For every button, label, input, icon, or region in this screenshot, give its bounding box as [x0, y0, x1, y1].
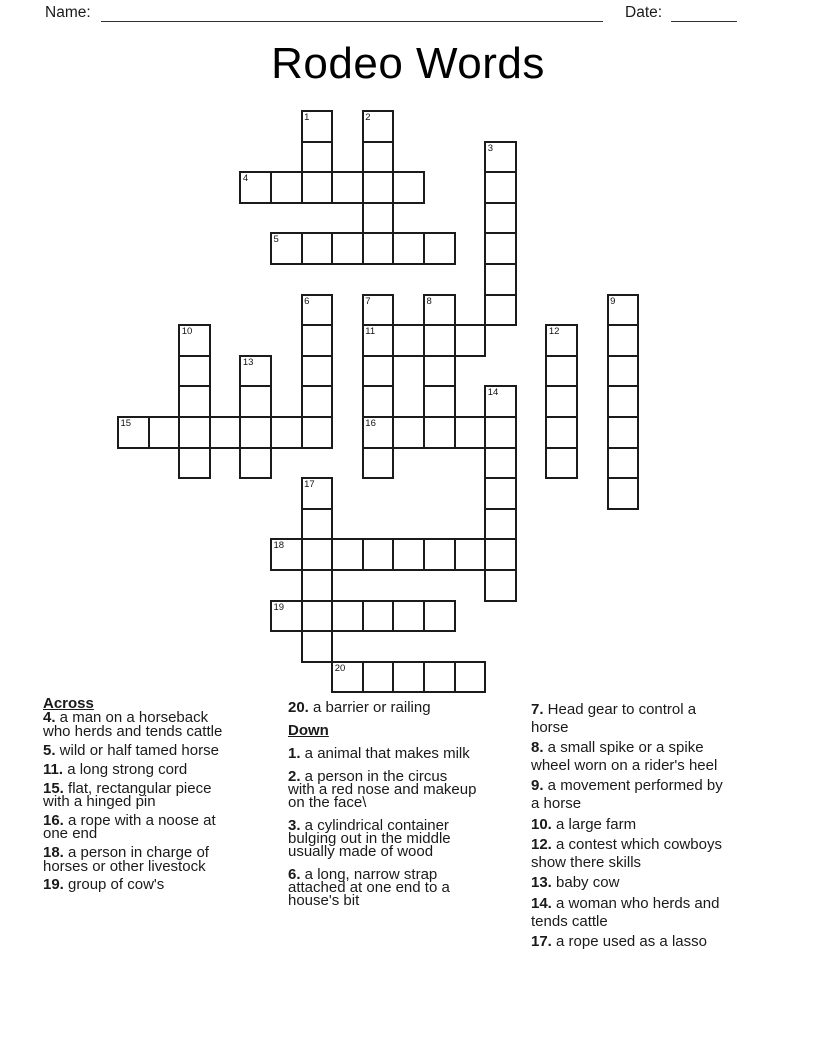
grid-cell-1-8[interactable]	[362, 141, 395, 174]
cell-number-7: 7	[365, 295, 371, 307]
cell-number-9: 9	[610, 295, 616, 307]
clue-5: 5. wild or half tamed horse	[43, 741, 219, 759]
grid-cell-14-9[interactable]	[392, 538, 425, 571]
grid-cell-9-16[interactable]	[607, 385, 640, 418]
grid-cell-18-10[interactable]	[423, 661, 456, 694]
grid-cell-11-14[interactable]	[545, 447, 578, 480]
clue-number-9: 9.	[531, 777, 544, 795]
grid-cell-16-10[interactable]	[423, 600, 456, 633]
clue-14: 14. a woman who herds and tends cattle	[531, 894, 720, 930]
clue-1: 1. a animal that makes milk	[288, 745, 470, 762]
clue-6: 6. a long, narrow strap attached at one end to a house's bit	[288, 866, 450, 909]
grid-cell-12-16[interactable]	[607, 477, 640, 510]
grid-cell-1-6[interactable]	[301, 141, 334, 174]
clue-number-19: 19.	[43, 876, 64, 894]
clue-number-14: 14.	[531, 894, 552, 912]
cell-number-1: 1	[304, 112, 310, 123]
grid-cell-4-6[interactable]	[301, 232, 334, 265]
clue-number-6: 6.	[288, 866, 301, 883]
grid-cell-9-4[interactable]	[239, 385, 272, 418]
clue-4: 4. a man on a horseback who herds and tends cattle	[43, 709, 223, 740]
grid-cell-13-6[interactable]	[301, 508, 334, 541]
clues-section-header-down: Down	[288, 722, 329, 739]
cell-number-13: 13	[242, 356, 254, 368]
clue-2: 2. a person in the circus with a red nose and makeup on the face\	[288, 768, 477, 811]
clue-15: 15. flat, rectangular piece with a hinged pin	[43, 779, 212, 810]
clue-number-5: 5.	[43, 741, 56, 759]
grid-cell-7-2[interactable]	[178, 324, 211, 357]
grid-cell-15-12[interactable]	[484, 569, 517, 602]
grid-cell-10-3[interactable]	[209, 416, 242, 449]
clue-number-16: 16.	[43, 811, 64, 829]
clue-19: 19. group of cow's	[43, 876, 165, 894]
grid-cell-8-14[interactable]	[545, 355, 578, 388]
grid-cell-6-12[interactable]	[484, 294, 517, 327]
grid-cell-7-16[interactable]	[607, 324, 640, 357]
clue-11: 11. a long strong cord	[43, 760, 188, 778]
grid-cell-10-1[interactable]	[148, 416, 181, 449]
cell-number-12: 12	[548, 326, 560, 338]
cell-number-8: 8	[426, 295, 432, 307]
grid-cell-14-10[interactable]	[423, 538, 456, 571]
cell-number-15: 15	[120, 418, 132, 429]
clue-number-3: 3.	[288, 817, 301, 834]
grid-cell-18-9[interactable]	[392, 661, 425, 694]
clue-number-13: 13.	[531, 874, 552, 892]
grid-cell-9-6[interactable]	[301, 385, 334, 418]
grid-cell-18-11[interactable]	[454, 661, 487, 694]
grid-cell-2-5[interactable]	[270, 171, 303, 204]
grid-cell-3-12[interactable]	[484, 202, 517, 235]
grid-cell-10-2[interactable]	[178, 416, 211, 449]
grid-cell-8-16[interactable]	[607, 355, 640, 388]
cell-number-20: 20	[334, 662, 346, 674]
grid-cell-9-10[interactable]	[423, 385, 456, 418]
clue-7: 7. Head gear to control a horse	[531, 701, 697, 736]
grid-cell-9-14[interactable]	[545, 385, 578, 418]
clue-number-8: 8.	[531, 739, 544, 757]
grid-cell-10-10[interactable]	[423, 416, 456, 449]
clue-number-20: 20.	[288, 699, 309, 716]
grid-cell-3-8[interactable]	[362, 202, 395, 235]
grid-cell-15-6[interactable]	[301, 569, 334, 602]
clue-8: 8. a small spike or a spike wheel worn on a rider's heel	[531, 739, 718, 774]
cell-number-18: 18	[273, 540, 285, 552]
grid-cell-4-5[interactable]	[270, 232, 303, 265]
clue-number-1: 1.	[288, 745, 301, 762]
date-input-line[interactable]	[671, 4, 737, 22]
cell-number-3: 3	[487, 142, 493, 154]
grid-cell-16-8[interactable]	[362, 600, 395, 633]
grid-cell-17-6[interactable]	[301, 630, 334, 663]
grid-cell-11-16[interactable]	[607, 447, 640, 480]
grid-cell-11-4[interactable]	[239, 447, 272, 480]
grid-cell-2-12[interactable]	[484, 171, 517, 204]
clue-3: 3. a cylindrical container bulging out in the middle usually made of wood	[288, 817, 451, 860]
grid-cell-6-6[interactable]	[301, 294, 334, 327]
grid-cell-16-7[interactable]	[331, 600, 364, 633]
grid-cell-11-8[interactable]	[362, 447, 395, 480]
grid-cell-10-0[interactable]	[117, 416, 150, 449]
clue-number-15: 15.	[43, 779, 64, 797]
date-label: Date:	[625, 4, 663, 21]
cell-number-2: 2	[365, 112, 371, 123]
grid-cell-9-2[interactable]	[178, 385, 211, 418]
grid-cell-18-8[interactable]	[362, 661, 395, 694]
grid-cell-8-2[interactable]	[178, 355, 211, 388]
cell-number-6: 6	[304, 295, 310, 307]
grid-cell-16-9[interactable]	[392, 600, 425, 633]
grid-cell-4-10[interactable]	[423, 232, 456, 265]
grid-cell-14-11[interactable]	[454, 538, 487, 571]
grid-cell-6-10[interactable]	[423, 294, 456, 327]
clue-number-10: 10.	[531, 815, 552, 833]
grid-cell-10-5[interactable]	[270, 416, 303, 449]
grid-cell-16-5[interactable]	[270, 600, 303, 633]
grid-cell-2-6[interactable]	[301, 171, 334, 204]
clue-number-2: 2.	[288, 768, 301, 785]
name-input-line[interactable]	[101, 4, 603, 22]
grid-cell-10-4[interactable]	[239, 416, 272, 449]
clue-10: 10. a large farm	[531, 815, 637, 833]
grid-cell-2-4[interactable]	[239, 171, 272, 204]
clue-18: 18. a person in charge of horses or other livestock	[43, 844, 209, 875]
grid-cell-10-6[interactable]	[301, 416, 334, 449]
grid-cell-10-9[interactable]	[392, 416, 425, 449]
grid-cell-4-8[interactable]	[362, 232, 395, 265]
cell-number-17: 17	[304, 479, 315, 491]
cell-number-10: 10	[181, 326, 193, 338]
grid-cell-2-9[interactable]	[392, 171, 425, 204]
clue-number-18: 18.	[43, 844, 64, 862]
grid-cell-14-6[interactable]	[301, 538, 334, 571]
grid-cell-8-4[interactable]	[239, 355, 272, 388]
clue-number-7: 7.	[531, 701, 544, 718]
grid-cell-14-12[interactable]	[484, 538, 517, 571]
clues-column-right	[531, 701, 724, 954]
clue-13: 13. baby cow	[531, 874, 620, 892]
grid-cell-13-12[interactable]	[484, 508, 517, 541]
name-label: Name:	[45, 4, 91, 21]
grid-cell-7-9[interactable]	[392, 324, 425, 357]
grid-cell-5-12[interactable]	[484, 263, 517, 296]
grid-cell-14-8[interactable]	[362, 538, 395, 571]
crossword-grid	[117, 110, 673, 696]
grid-cell-18-7[interactable]	[331, 661, 364, 694]
clue-9: 9. a movement performed by a horse	[531, 777, 723, 812]
clue-number-11: 11.	[43, 760, 64, 778]
cell-number-14: 14	[487, 387, 499, 399]
grid-cell-8-6[interactable]	[301, 355, 334, 388]
clue-number-4: 4.	[43, 709, 56, 727]
grid-cell-4-7[interactable]	[331, 232, 364, 265]
grid-cell-1-12[interactable]	[484, 141, 517, 174]
page-title: Rodeo Words	[271, 39, 545, 88]
grid-cell-16-6[interactable]	[301, 600, 334, 633]
clue-number-12: 12.	[531, 836, 552, 854]
grid-cell-7-8[interactable]	[362, 324, 395, 357]
grid-cell-9-8[interactable]	[362, 385, 395, 418]
grid-cell-4-9[interactable]	[392, 232, 425, 265]
grid-cell-6-8[interactable]	[362, 294, 395, 327]
grid-cell-8-10[interactable]	[423, 355, 456, 388]
clues-column-left	[43, 697, 229, 897]
grid-cell-10-12[interactable]	[484, 416, 517, 449]
grid-cell-8-8[interactable]	[362, 355, 395, 388]
grid-cell-7-14[interactable]	[545, 324, 578, 357]
cell-number-4: 4	[242, 173, 249, 185]
cell-number-5: 5	[273, 234, 279, 246]
clues-section-header-across: Across	[43, 695, 94, 712]
grid-cell-7-10[interactable]	[423, 324, 456, 357]
cell-number-11: 11	[365, 326, 376, 338]
grid-cell-10-8[interactable]	[362, 416, 395, 449]
clue-20: 20. a barrier or railing	[288, 699, 431, 716]
grid-cell-10-14[interactable]	[545, 416, 578, 449]
cell-number-16: 16	[365, 418, 376, 429]
clue-17: 17. a rope used as a lasso	[531, 933, 707, 951]
grid-cell-6-16[interactable]	[607, 294, 640, 327]
grid-cell-10-16[interactable]	[607, 416, 640, 449]
clues-column-middle	[288, 701, 477, 917]
grid-cell-2-8[interactable]	[362, 171, 395, 204]
clue-number-17: 17.	[531, 933, 552, 951]
grid-cell-12-12[interactable]	[484, 477, 517, 510]
grid-cell-4-12[interactable]	[484, 232, 517, 265]
cell-number-19: 19	[273, 601, 285, 613]
clue-16: 16. a rope with a noose at one end	[43, 811, 216, 843]
grid-cell-14-7[interactable]	[331, 538, 364, 571]
grid-cell-0-6[interactable]	[301, 110, 334, 143]
grid-cell-14-5[interactable]	[270, 538, 303, 571]
grid-cell-9-12[interactable]	[484, 385, 517, 418]
grid-cell-11-12[interactable]	[484, 447, 517, 480]
grid-cell-7-6[interactable]	[301, 324, 334, 357]
grid-cell-2-7[interactable]	[331, 171, 364, 204]
grid-cell-0-8[interactable]	[362, 110, 395, 143]
grid-cell-12-6[interactable]	[301, 477, 334, 510]
grid-cell-10-11[interactable]	[454, 416, 487, 449]
grid-cell-7-11[interactable]	[454, 324, 487, 357]
clue-12: 12. a contest which cowboys show there skills	[531, 836, 722, 871]
grid-cell-11-2[interactable]	[178, 447, 211, 480]
